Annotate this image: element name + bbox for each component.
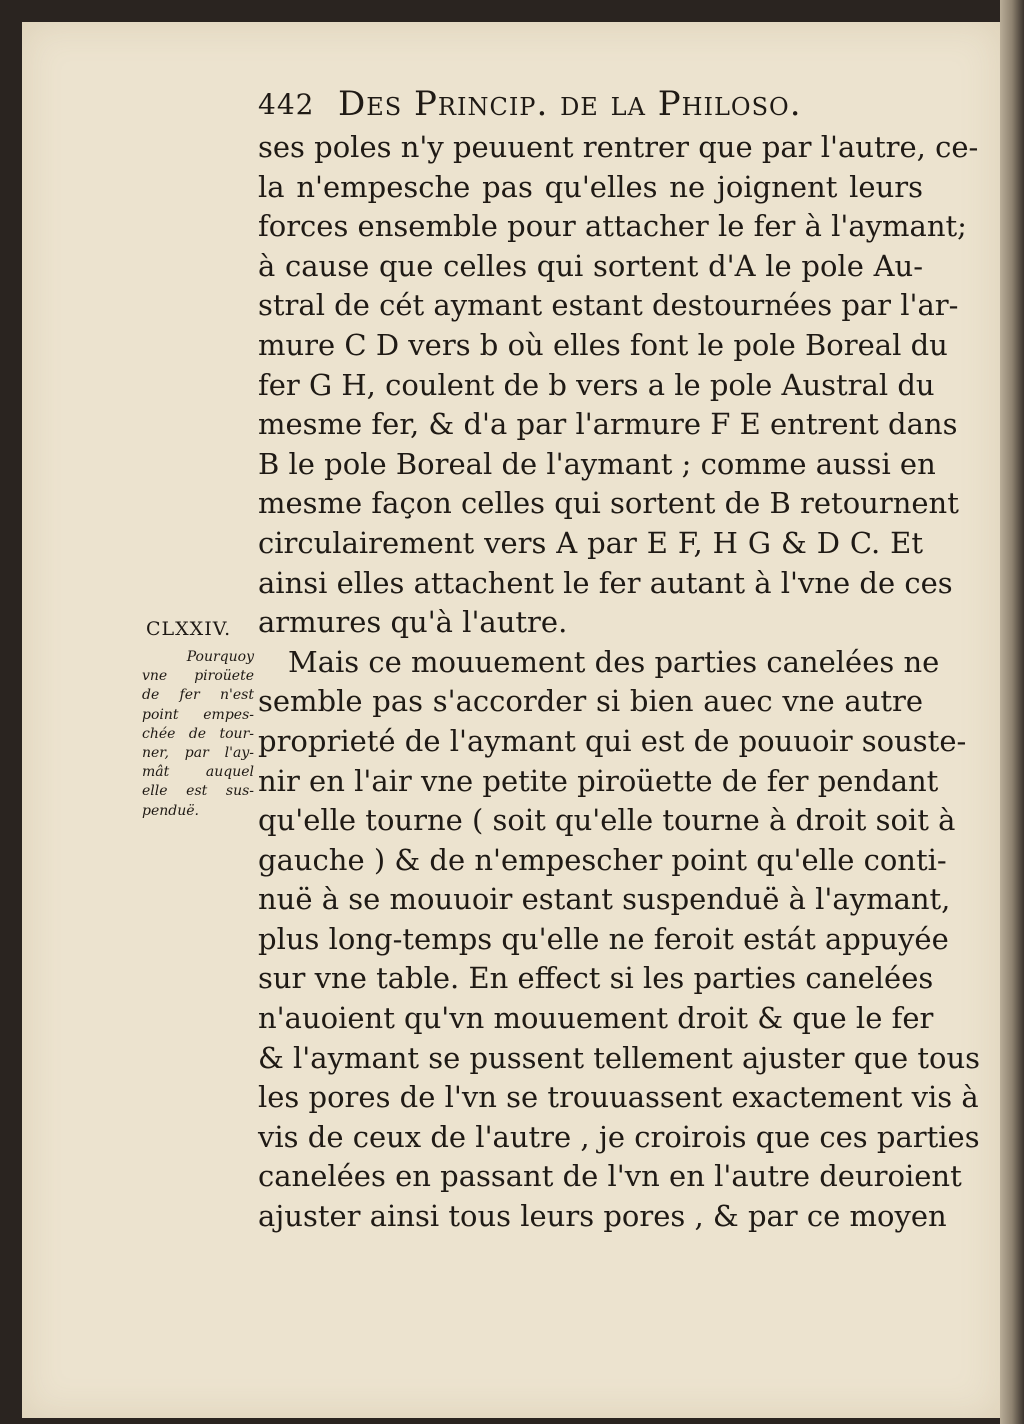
- text-line: les pores de l'vn se trouuassent exactement vis à: [258, 1080, 979, 1115]
- text-line: armures qu'à l'autre.: [258, 605, 568, 640]
- text-line: ainsi elles attachent le fer autant à l'vne de ces: [258, 565, 953, 600]
- text-line: fer G H, coulent de b vers a le pole Austral du: [258, 367, 935, 402]
- running-title: Des Princip. de la Philoso.: [338, 84, 802, 124]
- text-line: semble pas s'accorder si bien auec vne autre: [258, 684, 923, 719]
- margin-note-line: vne piroüete: [142, 668, 254, 685]
- text-line: vis de ceux de l'autre , je croirois que ces parties: [258, 1119, 980, 1154]
- text-line: nir en l'air vne petite piroüette de fer pendant: [258, 763, 939, 798]
- margin-note-line: chée de tour-: [142, 725, 254, 742]
- text-line: & l'aymant se pussent tellement ajuster que tous: [258, 1040, 981, 1075]
- text-line: sur vne table. En effect si les parties canelées: [258, 961, 934, 996]
- text-line: Mais ce mouuement des parties canelées ne: [288, 644, 940, 679]
- margin-note-line: mât auquel: [142, 764, 254, 781]
- margin-note-line: penduë.: [142, 802, 199, 819]
- margin-note-line: point empes-: [142, 706, 254, 723]
- text-line: mure C D vers b où elles font le pole Boreal du: [258, 327, 948, 362]
- section-number: CLXXIV.: [146, 618, 232, 640]
- body-text: [258, 128, 981, 1237]
- text-line: n'auoient qu'vn mouuement droit & que le fer: [258, 1001, 934, 1036]
- margin-note-line: elle est sus-: [142, 783, 254, 800]
- margin-note: [142, 648, 254, 821]
- margin-note-line: Pourquoy: [186, 649, 254, 665]
- text-line: canelées en passant de l'vn en l'autre deuroient: [258, 1159, 962, 1194]
- text-line: circulairement vers A par E F, H G & D C. Et: [258, 525, 923, 560]
- text-line: gauche ) & de n'empescher point qu'elle conti-: [258, 842, 947, 877]
- text-line: stral de cét aymant estant destournées par l'ar-: [258, 288, 959, 323]
- text-line: proprieté de l'aymant qui est de pouuoir souste-: [258, 723, 967, 758]
- page-number: 442: [258, 88, 315, 121]
- text-line: forces ensemble pour attacher le fer à l'aymant;: [258, 209, 967, 244]
- text-line: B le pole Boreal de l'aymant ; comme aussi en: [258, 446, 936, 481]
- text-line: qu'elle tourne ( soit qu'elle tourne à droit soit à: [258, 803, 956, 838]
- page-header: [258, 84, 918, 130]
- text-line: la n'empesche pas qu'elles ne joignent leurs: [258, 169, 923, 204]
- margin-note-line: ner, par l'ay-: [142, 744, 254, 761]
- page-edge: [1000, 0, 1024, 1424]
- text-line: mesme façon celles qui sortent de B retournent: [258, 486, 959, 521]
- text-line: ses poles n'y peuuent rentrer que par l'autre, ce-: [258, 130, 979, 164]
- text-line: mesme fer, & d'a par l'armure F E entrent dans: [258, 407, 958, 442]
- text-line: à cause que celles qui sortent d'A le pole Au-: [258, 248, 923, 283]
- text-line: ajuster ainsi tous leurs pores , & par ce moyen: [258, 1199, 947, 1234]
- text-line: nuë à se mouuoir estant suspenduë à l'aymant,: [258, 882, 951, 917]
- text-line: plus long-temps qu'elle ne feroit estát appuyée: [258, 921, 949, 956]
- margin-note-line: de fer n'est: [142, 687, 254, 704]
